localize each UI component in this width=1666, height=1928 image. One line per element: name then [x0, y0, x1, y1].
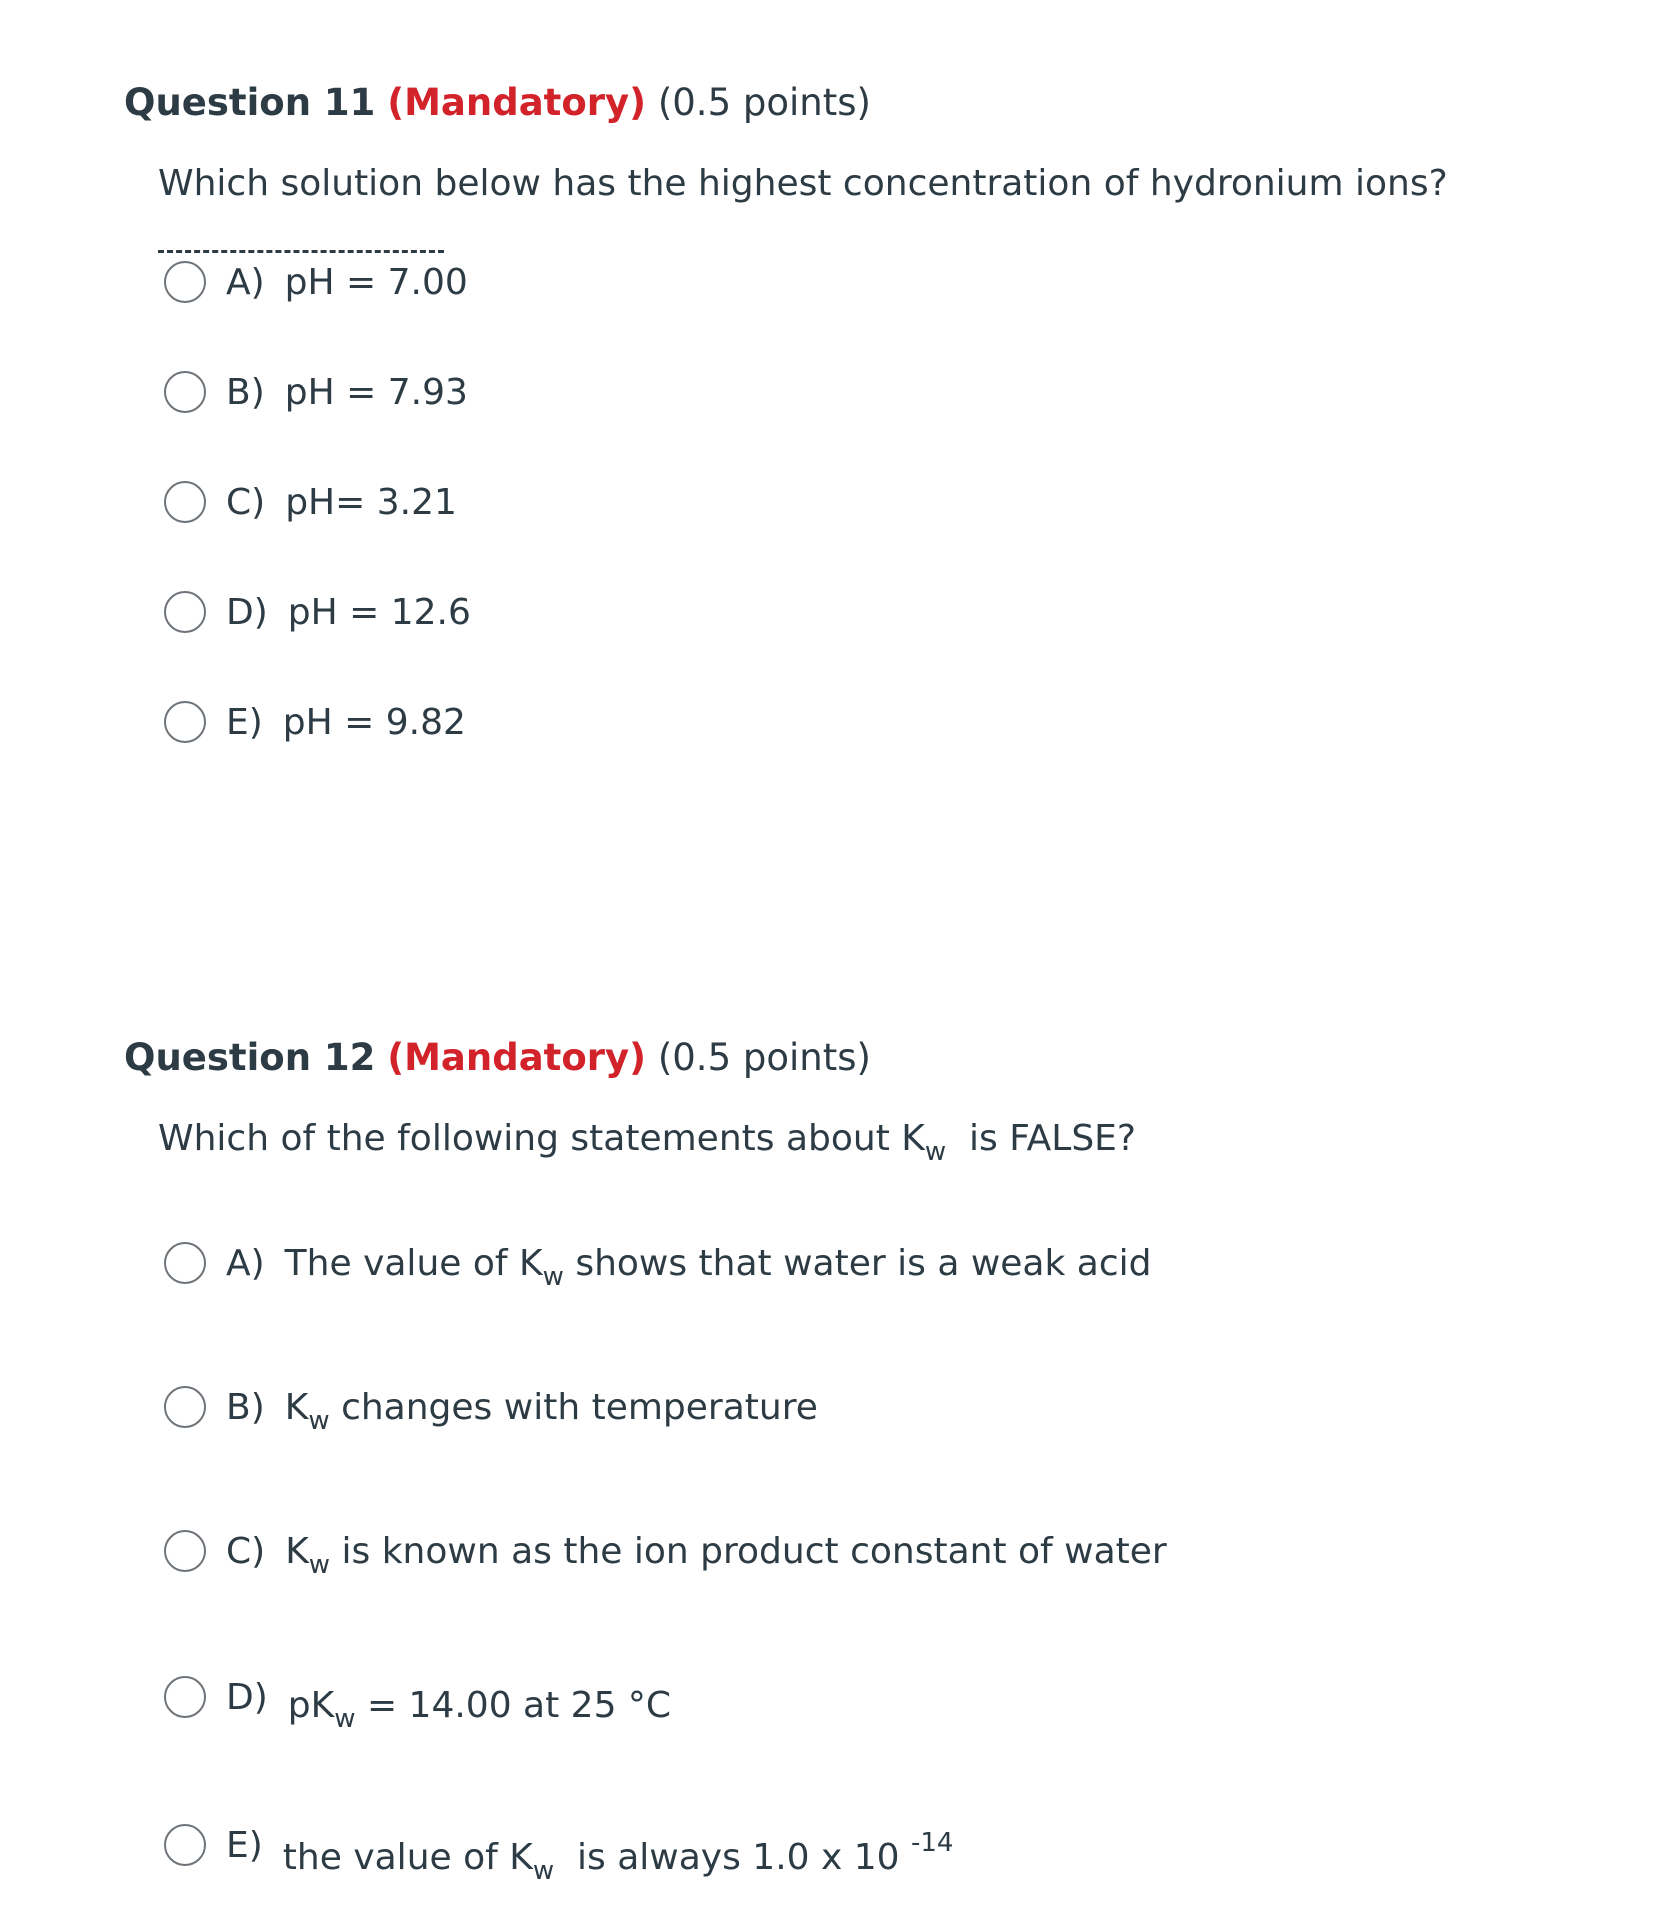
- option-letter: C): [226, 481, 266, 523]
- mandatory-label: (Mandatory): [387, 1036, 647, 1079]
- option-subscript: w: [532, 1855, 555, 1886]
- option-subscript: w: [308, 1405, 330, 1436]
- option-text-pre: pK: [287, 1684, 335, 1726]
- option-text: pH = 12.6: [287, 591, 471, 633]
- points-label: (0.5 points): [657, 1036, 871, 1079]
- option-subscript: w: [334, 1703, 356, 1734]
- option-subscript: w: [542, 1261, 564, 1292]
- radio-button[interactable]: [164, 1676, 206, 1718]
- option-text-pre: K: [284, 1386, 309, 1428]
- option-text-post: shows that water is a weak acid: [563, 1242, 1152, 1284]
- option-text: pH = 9.82: [282, 701, 466, 743]
- option-text-pre: K: [285, 1530, 309, 1572]
- option-text: pH = 7.00: [284, 261, 468, 303]
- question-prompt: Which solution below has the highest concentration of hydronium ions?: [158, 163, 1448, 204]
- prompt-after: is FALSE?: [946, 1118, 1137, 1159]
- mandatory-label: (Mandatory): [387, 81, 647, 124]
- option-b[interactable]: [164, 1379, 818, 1435]
- option-a[interactable]: [164, 254, 468, 310]
- option-letter: A): [226, 261, 265, 303]
- question-12: [124, 1033, 1524, 1886]
- prompt-before: Which of the following statements about K: [158, 1118, 925, 1159]
- option-d[interactable]: [164, 584, 471, 640]
- option-text-pre: the value of K: [282, 1836, 533, 1878]
- option-text: [285, 1530, 1167, 1580]
- radio-button[interactable]: [164, 701, 206, 743]
- option-letter: B): [226, 371, 265, 413]
- option-text-post: is always 1.0 x 10: [554, 1836, 911, 1878]
- option-text: [284, 1242, 1152, 1292]
- option-d[interactable]: [164, 1669, 672, 1734]
- question-header: [124, 1033, 1524, 1083]
- option-text: pH= 3.21: [285, 481, 457, 523]
- option-subscript: w: [308, 1549, 331, 1580]
- option-a[interactable]: [164, 1235, 1151, 1291]
- option-letter: C): [226, 1530, 266, 1572]
- radio-button[interactable]: [164, 591, 206, 633]
- option-text-post: = 14.00 at 25 °C: [355, 1684, 672, 1726]
- option-letter: D): [226, 1676, 268, 1718]
- radio-button[interactable]: [164, 1824, 206, 1866]
- option-letter: E): [226, 701, 263, 743]
- option-c[interactable]: [164, 1523, 1167, 1579]
- radio-button[interactable]: [164, 261, 206, 303]
- option-letter: D): [226, 591, 268, 633]
- radio-button[interactable]: [164, 1242, 206, 1284]
- question-prompt: [158, 1115, 1137, 1167]
- radio-button[interactable]: [164, 1530, 206, 1572]
- option-c[interactable]: [164, 474, 457, 530]
- radio-button[interactable]: [164, 1386, 206, 1428]
- option-text: pH = 7.93: [284, 371, 468, 413]
- option-letter: B): [226, 1386, 265, 1428]
- option-text: [284, 1386, 818, 1436]
- question-header: [124, 78, 1524, 128]
- option-text-pre: The value of K: [284, 1242, 543, 1284]
- answer-blank: [158, 250, 444, 253]
- question-title: Question 12: [124, 1036, 376, 1079]
- radio-button[interactable]: [164, 481, 206, 523]
- question-11: [124, 78, 1524, 743]
- option-letter: A): [226, 1242, 265, 1284]
- radio-button[interactable]: [164, 371, 206, 413]
- question-title: Question 11: [124, 81, 376, 124]
- option-e[interactable]: [164, 694, 466, 750]
- option-text-post: is known as the ion product constant of water: [330, 1530, 1167, 1572]
- option-b[interactable]: [164, 364, 468, 420]
- option-text: [287, 1684, 672, 1734]
- option-e[interactable]: [164, 1817, 954, 1886]
- option-text: [282, 1827, 954, 1886]
- prompt-subscript: w: [924, 1137, 947, 1167]
- option-letter: E): [226, 1824, 263, 1866]
- points-label: (0.5 points): [657, 81, 871, 124]
- option-text-post: changes with temperature: [329, 1386, 818, 1428]
- option-superscript: -14: [910, 1827, 954, 1858]
